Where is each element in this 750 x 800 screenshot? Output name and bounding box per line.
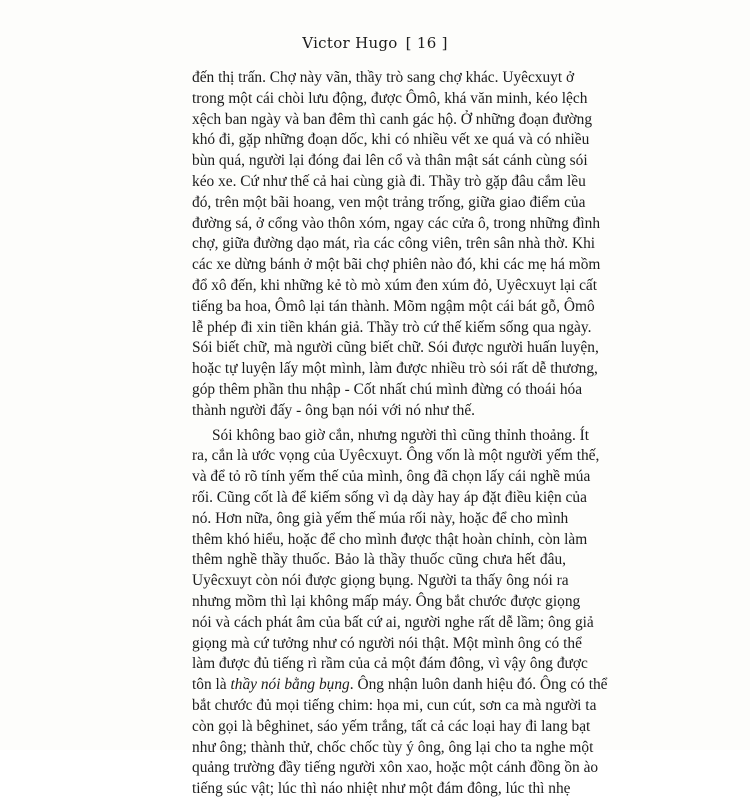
text-line: nói và cách phát âm của bất cứ ai, người nghe rất dễ lầm; ông giả xyxy=(192,613,594,631)
text-line: kéo xe. Cứ như thế cả hai cùng già đi. Thầy trò gặp đâu cắm lều xyxy=(192,172,586,190)
text-line-with-italic xyxy=(192,675,608,696)
text-line: giọng mà cứ tưởng như có người nói thật. Một mình ông có thể xyxy=(192,634,582,652)
text-line: tiếng ba hoa, Ômô lại tán thành. Mõm ngậm một cái bát gỗ, Ômô xyxy=(192,297,595,315)
text-line: quảng trường đầy tiếng người xôn xao, hoặc một cánh đồng ồn ào xyxy=(192,759,599,777)
text-line: khó đi, gặp những đoạn dốc, khi có nhiều vết xe quá và có nhiều xyxy=(192,131,590,149)
text-segment: tôn là xyxy=(192,676,231,694)
text-line: đó, trên một bãi hoang, ven một trảng trống, giữa giao điểm của xyxy=(192,193,586,211)
text-line: làm được đủ tiếng rì rầm của cả một đám đông, vì vậy ông được xyxy=(192,655,588,673)
text-line: trong một cái chòi lưu động, được Ômô, khá văn minh, kéo lệch xyxy=(192,89,588,107)
text-line: Uyêcxuyt còn nói được giọng bụng. Người ta thấy ông nói ra xyxy=(192,572,569,590)
body-text xyxy=(192,68,608,800)
text-line: Sói biết chữ, mà người cũng biết chữ. Sói được người huấn luyện, xyxy=(192,339,599,357)
text-line: lễ phép đi xin tiền khán giả. Thầy trò cứ thế kiếm sống qua ngày. xyxy=(192,318,592,336)
text-line: thành người đấy - ông bạn nói với nó như thế. xyxy=(192,401,476,419)
paragraph-2 xyxy=(192,426,608,800)
text-line: nó. Hơn nữa, ông già yếm thế múa rối này, hoặc để cho mình xyxy=(192,509,569,527)
text-line: thêm nghề thầy thuốc. Bảo là thầy thuốc cũng chưa hết đâu, xyxy=(192,551,566,569)
text-segment: . Ông nhận luôn danh hiệu đó. Ông có thể xyxy=(349,676,608,694)
text-line: hoặc tự luyện lấy một mình, làm được nhiều trò sói rất dễ thương, xyxy=(192,360,598,378)
text-line: ra, cắn là ước vọng của Uyêcxuyt. Ông vốn là một người yếm thế, xyxy=(192,447,600,465)
text-line: thêm khó hiểu, hoặc để cho mình được thật hoàn chỉnh, còn làm xyxy=(192,530,588,548)
text-line: góp thêm phần thu nhập - Cốt nhất chú mình đừng có thoái hóa xyxy=(192,380,583,398)
text-line: chợ, giữa đường dạo mát, rìa các công viên, trên sân nhà thờ. Khi xyxy=(192,235,596,253)
text-line: các xe dừng bánh ở một bãi chợ phiên nào đó, khi các mẹ há mồm xyxy=(192,256,601,274)
italic-phrase: thầy nói bằng bụng xyxy=(230,676,350,694)
running-header xyxy=(0,34,750,52)
text-line: đổ xô đến, khi những kẻ tò mò xúm đen xúm đỏ, Uyêcxuyt lại cất xyxy=(192,276,598,294)
text-line: còn gọi là bêghinet, sáo yếm trắng, tất cả các loại hay đi lang bạt xyxy=(192,717,591,735)
header-page-number: [ 16 ] xyxy=(405,34,448,52)
text-line: như ông; thành thử, chốc chốc tùy ý ông, ông lại cho ta nghe một xyxy=(192,738,594,756)
text-line: đến thị trấn. Chợ này vãn, thầy trò sang chợ khác. Uyêcxuyt ở xyxy=(192,69,575,86)
text-line: rối. Cũng cốt là để kiếm sống vì dạ dày hay áp đặt điều kiện của xyxy=(192,488,587,506)
header-author: Victor Hugo xyxy=(302,34,398,52)
text-line: tiếng súc vật; lúc thì náo nhiệt như một đám đông, lúc thì nhẹ xyxy=(192,780,571,798)
text-line: nhưng mồm thì lại không mấp máy. Ông bắt chước được giọng xyxy=(192,592,581,610)
text-line: Sói không bao giờ cắn, nhưng người thì cũng thỉnh thoảng. Ít xyxy=(212,426,590,444)
text-line: bắt chước đủ mọi tiếng chim: họa mi, cun cút, sơn ca mà người ta xyxy=(192,696,597,714)
text-line: đường sá, ở cổng vào thôn xóm, ngay các cửa ô, trong những đình xyxy=(192,214,601,232)
paragraph-1 xyxy=(192,68,601,422)
text-line: bùn quá, người lại đóng đai lên cổ và thân mật sát cánh cùng sói xyxy=(192,152,588,170)
text-line: xệch ban ngày và ban đêm thì canh gác hộ. Ở những đoạn đường xyxy=(192,110,593,128)
text-line: và để tỏ rõ tính yếm thế của mình, ông đã chọn lấy cái nghề múa xyxy=(192,468,591,486)
